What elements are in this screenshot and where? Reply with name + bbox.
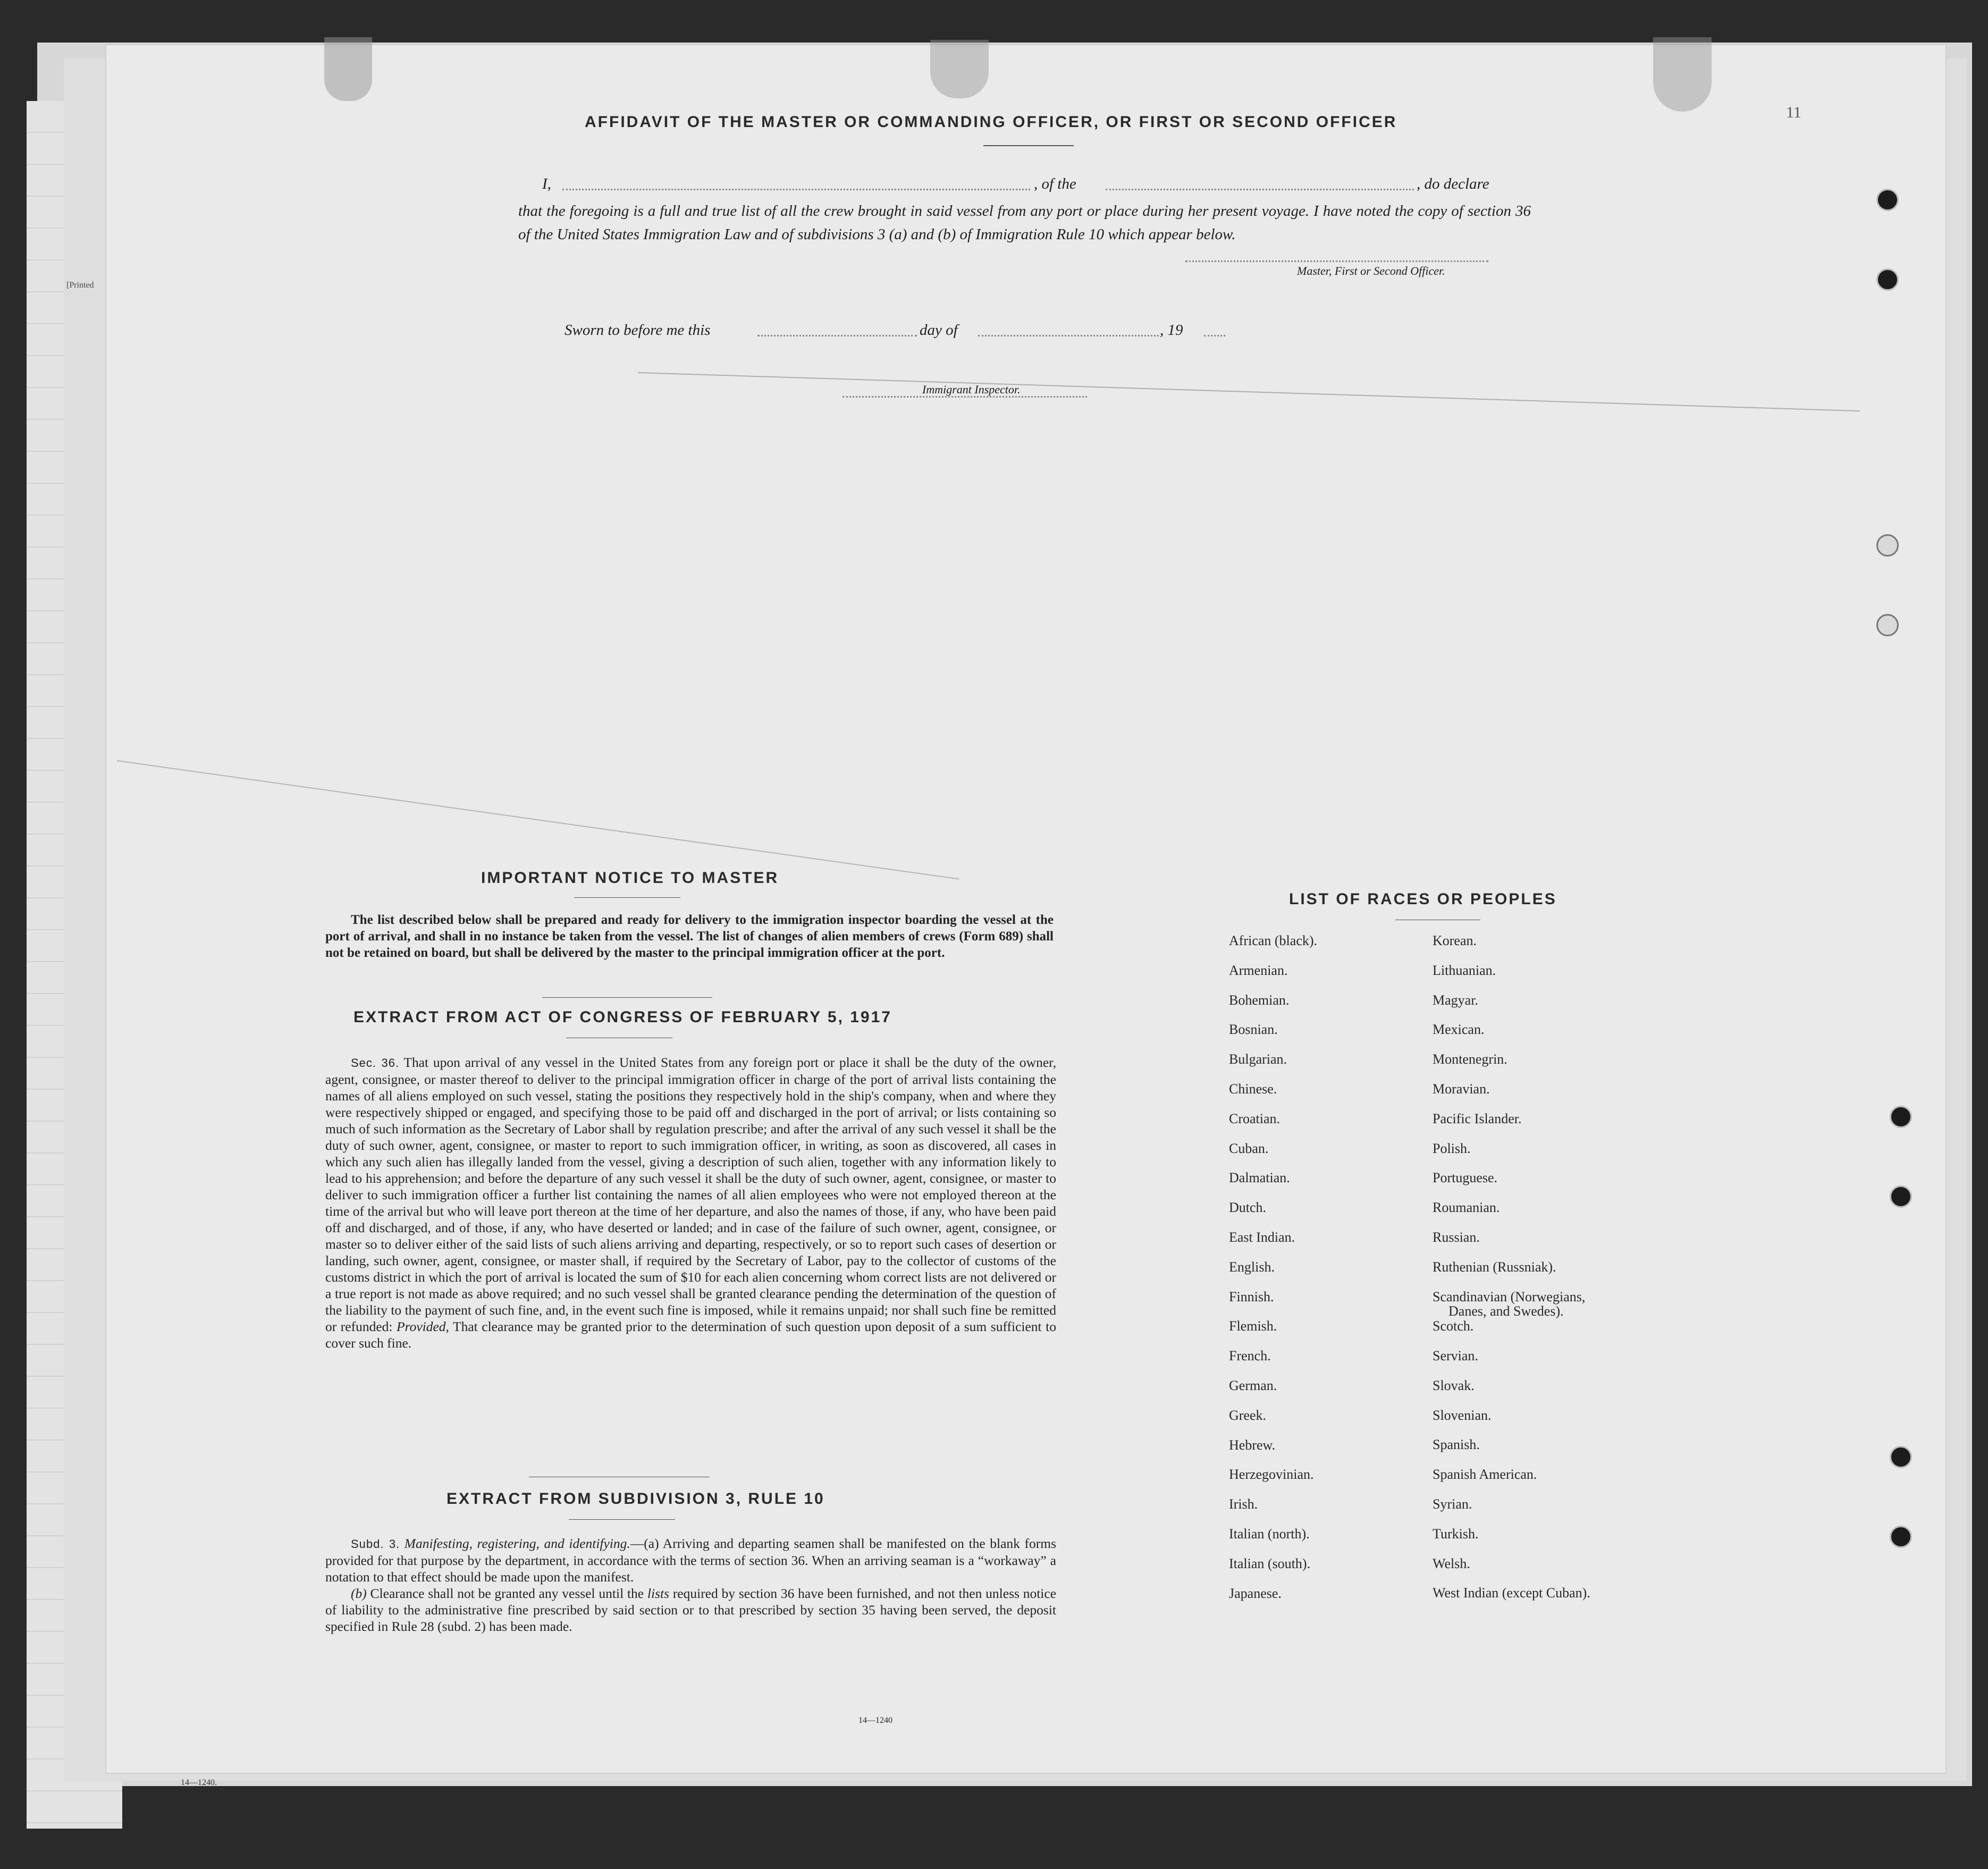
race-item: Pacific Islander. <box>1433 1110 1522 1126</box>
race-item: Cuban. <box>1229 1140 1269 1156</box>
race-item: Moravian. <box>1433 1081 1490 1097</box>
notice-text <box>325 912 1054 961</box>
race-item: Greek. <box>1229 1407 1267 1423</box>
race-item: Turkish. <box>1433 1526 1479 1542</box>
race-item: English. <box>1229 1259 1275 1275</box>
para-b-text-1: Clearance shall not be granted any vessel until the <box>370 1586 644 1601</box>
affidavit-title: AFFIDAVIT OF THE MASTER OR COMMANDING OFFICER, OR FIRST OR SECOND OFFICER <box>585 113 1397 131</box>
notice-paragraph: The list described below shall be prepared and ready for delivery to the immigration inspector boarding the vessel at the port of arrival, and shall in no instance be taken from the vessel. The list of changes of alien members of crews (Form 689) shall not be retained on board, but shall be delivered by the master to the principal immigration officer at the port. <box>325 913 1054 960</box>
sworn-text: Sworn to before me this <box>565 322 711 339</box>
race-item: Magyar. <box>1433 992 1478 1008</box>
races-title: LIST OF RACES OR PEOPLES <box>1289 890 1557 908</box>
top-right-mark: 11 <box>1786 104 1801 121</box>
race-item: Japanese. <box>1229 1585 1282 1601</box>
binder-hole-icon <box>1876 614 1899 636</box>
race-item: Armenian. <box>1229 962 1288 978</box>
race-item: Dutch. <box>1229 1200 1267 1216</box>
month-blank[interactable] <box>978 335 1159 336</box>
race-item: Bohemian. <box>1229 992 1290 1008</box>
race-item: West Indian (except Cuban). <box>1433 1585 1590 1601</box>
race-item: Spanish. <box>1433 1437 1480 1453</box>
proviso-word: Provided, <box>397 1319 449 1334</box>
race-item: Korean. <box>1433 933 1477 948</box>
binder-hole-icon <box>1876 268 1899 291</box>
race-item: Flemish. <box>1229 1318 1277 1334</box>
race-item: Ruthenian (Russniak). <box>1433 1259 1556 1275</box>
signature-caption: Master, First or Second Officer. <box>1297 264 1445 277</box>
race-item: Danes, and Swedes). <box>1448 1303 1564 1319</box>
para-a-label: —(a) <box>630 1536 659 1551</box>
tape-mark <box>930 40 989 98</box>
binder-hole-icon <box>1876 534 1899 557</box>
race-item: Italian (south). <box>1229 1555 1311 1571</box>
race-item: Russian. <box>1433 1230 1480 1245</box>
act-paragraph <box>325 1054 1056 1351</box>
tape-mark <box>324 37 372 101</box>
year-text: , 19 <box>1160 322 1183 339</box>
form-number: 14—1240 <box>858 1716 892 1725</box>
para-b-lists: lists <box>647 1586 670 1601</box>
binder-hole-icon <box>1876 189 1899 211</box>
binder-hole-icon <box>1890 1185 1912 1208</box>
rule-paragraph-b <box>325 1585 1056 1635</box>
race-item: Finnish. <box>1229 1289 1274 1304</box>
signature-blank[interactable] <box>1185 260 1488 262</box>
affidavit-line-declare: , do declare <box>1417 175 1489 192</box>
race-item: Italian (north). <box>1229 1526 1310 1542</box>
race-item: Spanish American. <box>1433 1467 1537 1483</box>
year-blank[interactable] <box>1204 335 1225 336</box>
affidavit-line-of-the: , of the <box>1034 175 1076 192</box>
race-item: Portuguese. <box>1433 1170 1498 1186</box>
name-blank[interactable] <box>562 189 1030 190</box>
affidavit-body: that the foregoing is a full and true list of all the crew brought in said vessel from any port or place during her present voyage. I have noted the copy of section 36 of the United States Immigration Law and of subdivisions 3 (a) and (b) of Immigration Rule 10 which appear below. <box>518 203 1531 243</box>
race-item: Irish. <box>1229 1496 1258 1512</box>
affidavit-page <box>106 45 1945 1773</box>
subd-heading: Manifesting, registering, and identifying. <box>404 1536 630 1551</box>
day-of-text: day of <box>920 322 958 339</box>
race-item: Scandinavian (Norwegians, <box>1433 1289 1586 1304</box>
race-item: Hebrew. <box>1229 1437 1276 1453</box>
title-rule <box>983 145 1074 146</box>
race-item: Syrian. <box>1433 1496 1472 1512</box>
race-item: Bosnian. <box>1229 1022 1278 1038</box>
act-text-end: That clearance may be granted prior to the determination of such question upon deposit of a sum sufficient to cover such fine. <box>325 1319 1057 1351</box>
section-label: Sec. 36. <box>351 1056 400 1070</box>
act-text: That upon arrival of any vessel in the United States from any foreign port or place it shall be the duty of the owner, agent, consignee, or master thereof to deliver to the principal immigration officer in charge of the port of arrival lists containing the names of all aliens employed on such vessel, stating the positions they respectively hold in the ship's company, when and where they were respectively shipped or engaged, and specifying those to be paid off and discharged in the port of arrival; or lists containing so much of such information as the Secretary of Labor shall by regulation prescribe; and after the arrival of any such vessel it shall be the duty of such owner, agent, consignee, or master to report to such immigration officer, in writing, as soon as discovered, all cases in which any such alien has illegally landed from the vessel, giving a description of such alien, together with any information likely to lead to his apprehension; and before the departure of any such vessel it shall be the duty of such owner, agent, consignee, or master to deliver to such immigration officer a further list containing the names of all alien employees who were not employed thereon at the time of the arrival but who will leave port thereon at the time of her departure, and also the names of those, if any, who have been paid off and discharged, and of those, if any, who have deserted or landed; and in case of the failure of such owner, agent, consignee, or master so to deliver either of the said lists of such aliens arriving and departing, respectively, or so to report such cases of desertion or landing, such owner, agent, consignee, or master shall, if required by the Secretary of Labor, pay to the collector of customs of the customs district in which the port of arrival is located the sum of $10 for each alien concerning whom correct lists are not delivered or a true report is not made as above required; and no such vessel shall be granted clearance pending the determination of the question of the liability to the payment of such fine, and, in the event such fine is imposed, while it remains unpaid; nor shall such fine be remitted or refunded: <box>325 1055 1057 1334</box>
pencil-stroke <box>117 760 959 880</box>
race-item: Montenegrin. <box>1433 1051 1507 1067</box>
tape-mark <box>1653 37 1712 112</box>
race-item: Mexican. <box>1433 1022 1485 1038</box>
race-item: Slovak. <box>1433 1377 1475 1393</box>
day-blank[interactable] <box>757 335 917 336</box>
inspector-caption: Immigrant Inspector. <box>922 383 1021 396</box>
rule-title-rule <box>569 1519 675 1520</box>
race-item: German. <box>1229 1378 1277 1393</box>
act-extract-text <box>325 1054 1056 1351</box>
race-item: Polish. <box>1433 1140 1471 1156</box>
rule-paragraph-a <box>325 1535 1056 1585</box>
vessel-blank[interactable] <box>1106 189 1414 190</box>
race-item: French. <box>1229 1348 1271 1364</box>
para-b-label: (b) <box>351 1586 367 1601</box>
race-item: Slovenian. <box>1433 1407 1492 1423</box>
race-item: Croatian. <box>1229 1110 1281 1126</box>
notice-title: IMPORTANT NOTICE TO MASTER <box>481 869 779 887</box>
race-item: Lithuanian. <box>1433 962 1496 978</box>
act-extract-title: EXTRACT FROM ACT OF CONGRESS OF FEBRUARY 5, 1917 <box>353 1008 892 1026</box>
section-rule <box>542 997 712 998</box>
race-item: East Indian. <box>1229 1230 1295 1245</box>
bottom-left-form-number: 14—1240. <box>181 1778 217 1787</box>
race-item: Welsh. <box>1433 1555 1470 1571</box>
binder-hole-icon <box>1890 1106 1912 1128</box>
race-item: Servian. <box>1433 1348 1478 1363</box>
affidavit-line-i: I, <box>542 175 551 192</box>
pencil-stroke <box>638 372 1860 411</box>
para-b-text-2: required by section 36 have been furnished, and not then unless notice of liability to the administrative fine prescribed by said section or to that prescribed by section 35 having been served, the deposit specified in Rule 28 (subd. 2) has been made. <box>325 1586 1057 1634</box>
race-item: Dalmatian. <box>1229 1170 1290 1186</box>
para-a-text: Arriving and departing seamen shall be manifested on the blank forms provided for that purpose by the department, in accordance with the terms of section 36. When an arriving seaman is a “workaway” a notation to that effect should be made upon the manifest. <box>325 1536 1057 1585</box>
rule-extract-text <box>325 1535 1056 1635</box>
race-item: Chinese. <box>1229 1081 1277 1097</box>
race-item: Roumanian. <box>1433 1200 1500 1216</box>
rule-extract-title: EXTRACT FROM SUBDIVISION 3, RULE 10 <box>447 1490 825 1508</box>
notice-rule <box>574 897 680 898</box>
binder-hole-icon <box>1890 1446 1912 1468</box>
race-item: Herzegovinian. <box>1229 1467 1314 1483</box>
subd-label: Subd. 3. <box>351 1537 400 1551</box>
binder-hole-icon <box>1890 1526 1912 1548</box>
race-item: African (black). <box>1229 933 1318 948</box>
left-edge-printed-text: [Printed <box>66 281 94 290</box>
race-item: Bulgarian. <box>1229 1051 1287 1067</box>
race-item: Scotch. <box>1433 1318 1474 1334</box>
